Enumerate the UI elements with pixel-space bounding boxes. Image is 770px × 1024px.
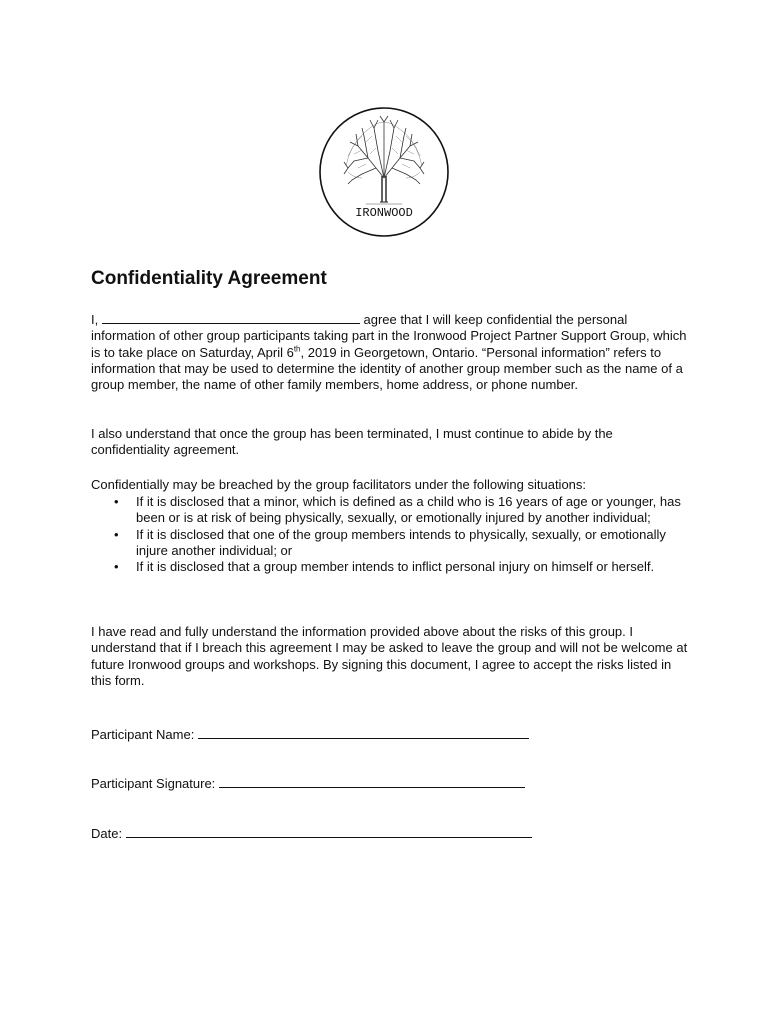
participant-name-blank[interactable] — [102, 311, 360, 324]
breach-intro-paragraph: Confidentially may be breached by the group facilitators under the following situations: — [91, 477, 587, 492]
situation-text: If it is disclosed that one of the group members intends to physically, sexually, or emotionally injure another individual; or — [136, 526, 666, 558]
participant-signature-field[interactable] — [219, 775, 525, 788]
participant-signature-row — [91, 775, 525, 791]
ironwood-tree-logo-icon — [318, 106, 450, 238]
bullet-icon: • — [114, 559, 119, 575]
bullet-icon: • — [114, 526, 119, 542]
date-row — [91, 825, 532, 841]
bullet-icon: • — [114, 494, 119, 509]
intro-paragraph — [91, 311, 691, 393]
list-item — [91, 494, 691, 527]
intro-text: agree that I will keep confidential the personal information of other group participants taking part in the Ironwood Project Partner Support Group, which is to take place on Saturday, April 6 — [91, 312, 687, 360]
participant-name-label: Participant Name: — [91, 727, 195, 742]
situation-text: If it is disclosed that a group member intends to inflict personal injury on himself or herself. — [136, 559, 655, 575]
breach-situations-list — [91, 494, 691, 575]
acceptance-paragraph: I have read and fully understand the information provided above about the risks of this group. I understand that if I breach this agreement I may be asked to leave the group and will not be welcome at future Ironwood groups and workshops. By signing this document, I agree to accept the risks listed in this form. — [91, 624, 688, 688]
page-title: Confidentiality Agreement — [91, 268, 327, 289]
ironwood-logo — [318, 106, 450, 238]
list-item — [91, 559, 691, 575]
participant-name-field[interactable] — [198, 726, 529, 739]
logo-text: IRONWOOD — [355, 206, 413, 220]
date-field[interactable] — [126, 825, 532, 838]
intro-text-continued: , 2019 in Georgetown, Ontario. “Personal information” refers to information that may be used to determine the identity of another group member such as the name of a group member, the name of other family members, home address, or phone number. — [91, 344, 683, 393]
participant-name-row — [91, 726, 529, 742]
situation-text: If it is disclosed that a minor, which is defined as a child who is 16 years of age or younger, has been or is at risk of being physically, sexually, or emotionally injured by another individual; — [136, 494, 681, 526]
terminated-paragraph: I also understand that once the group has been terminated, I must continue to abide by the confidentiality agreement. — [91, 426, 613, 458]
intro-prefix: I, — [91, 312, 99, 327]
date-superscript: th — [293, 344, 301, 354]
list-item — [91, 527, 691, 560]
participant-signature-label: Participant Signature: — [91, 776, 216, 791]
date-label: Date: — [91, 826, 123, 841]
